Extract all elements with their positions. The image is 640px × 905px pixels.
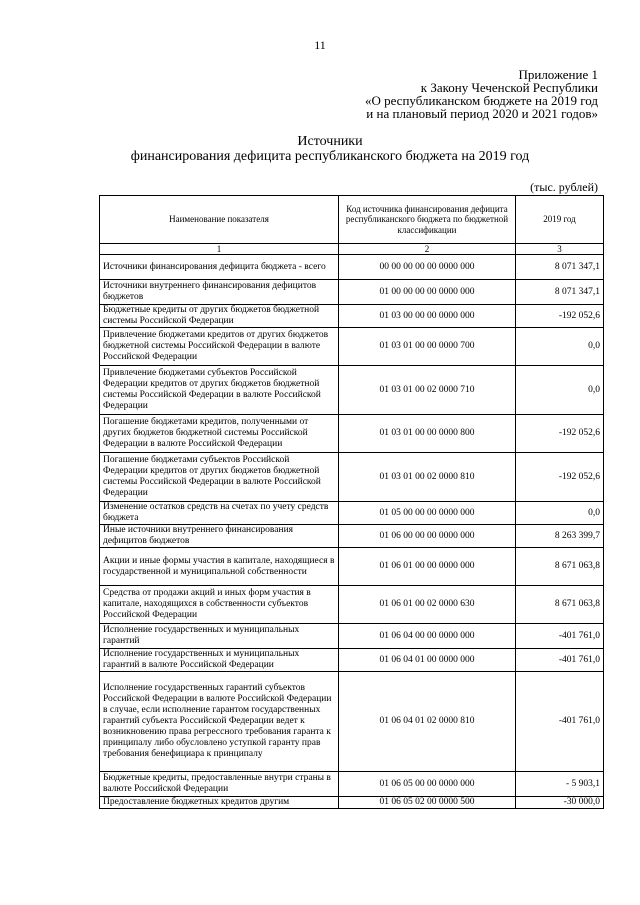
row-name: Привлечение бюджетами кредитов от других бюджетов бюджетной системы Российской Федерации в валюте Российской Федерации bbox=[100, 328, 339, 366]
table-row bbox=[100, 649, 604, 672]
row-name: Акции и иные формы участия в капитале, находящиеся в государственной и муниципальной собственности bbox=[100, 548, 339, 586]
header-year: 2019 год bbox=[516, 196, 604, 244]
table-row bbox=[100, 586, 604, 624]
table-row bbox=[100, 525, 604, 548]
row-code: 01 06 04 00 00 0000 000 bbox=[339, 624, 516, 649]
row-value: -401 761,0 bbox=[516, 624, 604, 649]
row-name: Бюджетные кредиты, предоставленные внутри страны в валюте Российской Федерации bbox=[100, 772, 339, 797]
row-name: Исполнение государственных и муниципальных гарантий в валюте Российской Федерации bbox=[100, 649, 339, 672]
table-row bbox=[100, 415, 604, 453]
row-name: Исполнение государственных гарантий субъектов Российской Федерации в валюте Российской Федерации в случае, если исполнение гарантом государственных гарантий субъекта Российской Федерации ведет к возникновению права регрессного требования гаранта к принципалу либо обусловлено уступкой гаранту прав требования бенефициара к принципалу bbox=[100, 672, 339, 772]
column-number: 1 bbox=[100, 244, 339, 255]
row-value: -401 761,0 bbox=[516, 672, 604, 772]
appendix-line-3: «О республиканском бюджете на 2019 год bbox=[364, 93, 598, 108]
header-code: Код источника финансирования дефицита республиканского бюджета по бюджетной классификации bbox=[339, 196, 516, 244]
row-value: 8 671 063,8 bbox=[516, 548, 604, 586]
row-name: Средства от продажи акций и иных форм участия в капитале, находящихся в собственности субъектов Российской Федерации bbox=[100, 586, 339, 624]
row-name: Изменение остатков средств на счетах по учету средств бюджета bbox=[100, 502, 339, 525]
table-row bbox=[100, 305, 604, 328]
row-code: 01 05 00 00 00 0000 000 bbox=[339, 502, 516, 525]
row-name: Погашение бюджетами кредитов, полученными от других бюджетов бюджетной системы Российской Федерации в валюте Российской Федерации bbox=[100, 415, 339, 453]
header-name: Наименование показателя bbox=[100, 196, 339, 244]
table-row bbox=[100, 548, 604, 586]
table-row bbox=[100, 797, 604, 809]
row-code: 01 06 04 01 00 0000 000 bbox=[339, 649, 516, 672]
row-value: 8 671 063,8 bbox=[516, 586, 604, 624]
row-code: 01 03 00 00 00 0000 000 bbox=[339, 305, 516, 328]
row-name: Иные источники внутреннего финансирования дефицитов бюджетов bbox=[100, 525, 339, 548]
document-title bbox=[0, 134, 640, 164]
row-code: 01 03 01 00 02 0000 710 bbox=[339, 366, 516, 415]
row-value: -401 761,0 bbox=[516, 649, 604, 672]
units-label: (тыс. рублей) bbox=[530, 180, 598, 194]
appendix-header bbox=[365, 68, 598, 120]
row-value: -30 000,0 bbox=[516, 797, 604, 809]
row-value: 0,0 bbox=[516, 502, 604, 525]
financing-sources-table bbox=[99, 195, 604, 809]
row-value: -192 052,6 bbox=[516, 305, 604, 328]
appendix-line-2: к Закону Чеченской Республики bbox=[420, 80, 598, 95]
appendix-line-1: Приложение 1 bbox=[518, 67, 598, 82]
table-row bbox=[100, 328, 604, 366]
column-number: 2 bbox=[339, 244, 516, 255]
row-name: Предоставление бюджетных кредитов другим bbox=[100, 797, 339, 809]
table-row bbox=[100, 624, 604, 649]
row-code: 01 06 01 00 02 0000 630 bbox=[339, 586, 516, 624]
row-value: 8 071 347,1 bbox=[516, 255, 604, 280]
row-name: Источники финансирования дефицита бюджета - всего bbox=[100, 255, 339, 280]
row-code: 01 06 05 00 00 0000 000 bbox=[339, 772, 516, 797]
row-value: -192 052,6 bbox=[516, 415, 604, 453]
table-row bbox=[100, 502, 604, 525]
title-line-2: финансирования дефицита республиканского бюджета на 2019 год bbox=[130, 149, 530, 164]
row-name: Источники внутреннего финансирования дефицитов бюджетов bbox=[100, 280, 339, 305]
row-code: 01 06 04 01 02 0000 810 bbox=[339, 672, 516, 772]
column-number: 3 bbox=[516, 244, 604, 255]
row-value: -192 052,6 bbox=[516, 453, 604, 502]
table-row bbox=[100, 672, 604, 772]
row-code: 01 03 01 00 00 0000 800 bbox=[339, 415, 516, 453]
row-value: 0,0 bbox=[516, 328, 604, 366]
table-row bbox=[100, 280, 604, 305]
row-code: 01 06 05 02 00 0000 500 bbox=[339, 797, 516, 809]
row-name: Бюджетные кредиты от других бюджетов бюджетной системы Российской Федерации bbox=[100, 305, 339, 328]
title-line-1: Источники bbox=[297, 134, 363, 149]
page-number: 11 bbox=[314, 38, 326, 52]
row-name: Исполнение государственных и муниципальных гарантий bbox=[100, 624, 339, 649]
row-code: 01 03 01 00 02 0000 810 bbox=[339, 453, 516, 502]
row-name: Привлечение бюджетами субъектов Российской Федерации кредитов от других бюджетов бюджетной системы Российской Федерации в валюте Российской Федерации bbox=[100, 366, 339, 415]
row-value: 8 263 399,7 bbox=[516, 525, 604, 548]
row-code: 01 06 01 00 00 0000 000 bbox=[339, 548, 516, 586]
table-row bbox=[100, 453, 604, 502]
row-value: 8 071 347,1 bbox=[516, 280, 604, 305]
row-code: 00 00 00 00 00 0000 000 bbox=[339, 255, 516, 280]
appendix-line-4: и на плановый период 2020 и 2021 годов» bbox=[366, 106, 598, 121]
row-name: Погашение бюджетами субъектов Российской Федерации кредитов от других бюджетов бюджетной системы Российской Федерации в валюте Российской Федерации bbox=[100, 453, 339, 502]
row-code: 01 00 00 00 00 0000 000 bbox=[339, 280, 516, 305]
table-row bbox=[100, 255, 604, 280]
row-code: 01 03 01 00 00 0000 700 bbox=[339, 328, 516, 366]
table-row bbox=[100, 772, 604, 797]
row-code: 01 06 00 00 00 0000 000 bbox=[339, 525, 516, 548]
table-row bbox=[100, 366, 604, 415]
row-value: - 5 903,1 bbox=[516, 772, 604, 797]
row-value: 0,0 bbox=[516, 366, 604, 415]
column-number-row bbox=[100, 244, 604, 255]
